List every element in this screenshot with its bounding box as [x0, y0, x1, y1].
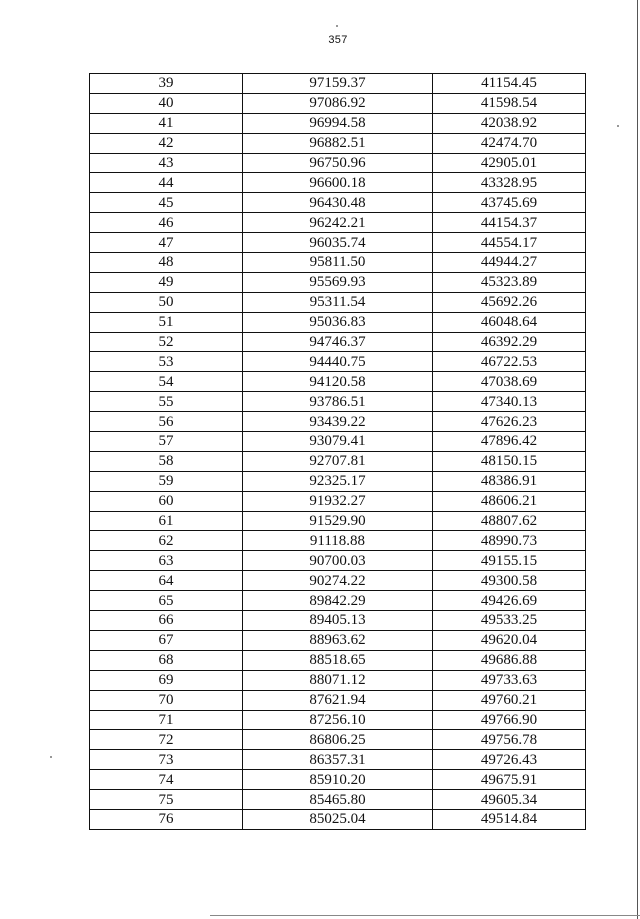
value-a-cell: 85910.20	[243, 770, 433, 790]
row-index-cell: 51	[90, 312, 243, 332]
table-row	[90, 133, 586, 153]
value-b-cell: 41598.54	[433, 93, 586, 113]
value-a-cell: 97086.92	[243, 93, 433, 113]
value-a-cell: 93079.41	[243, 432, 433, 452]
row-index-cell: 70	[90, 690, 243, 710]
table-row	[90, 432, 586, 452]
row-index-cell: 60	[90, 491, 243, 511]
table-row	[90, 630, 586, 650]
value-b-cell: 45323.89	[433, 272, 586, 292]
value-a-cell: 96882.51	[243, 133, 433, 153]
row-index-cell: 65	[90, 591, 243, 611]
value-b-cell: 48386.91	[433, 471, 586, 491]
value-a-cell: 86357.31	[243, 750, 433, 770]
value-a-cell: 86806.25	[243, 730, 433, 750]
row-index-cell: 58	[90, 451, 243, 471]
page-edge-right	[637, 0, 638, 919]
value-b-cell: 42905.01	[433, 153, 586, 173]
row-index-cell: 47	[90, 233, 243, 253]
value-b-cell: 49675.91	[433, 770, 586, 790]
table-row	[90, 650, 586, 670]
value-a-cell: 91529.90	[243, 511, 433, 531]
value-a-cell: 88518.65	[243, 650, 433, 670]
value-a-cell: 93439.22	[243, 412, 433, 432]
value-b-cell: 49760.21	[433, 690, 586, 710]
value-a-cell: 85025.04	[243, 809, 433, 829]
table-row	[90, 730, 586, 750]
table-row	[90, 392, 586, 412]
table-row	[90, 93, 586, 113]
row-index-cell: 43	[90, 153, 243, 173]
row-index-cell: 69	[90, 670, 243, 690]
table-row	[90, 809, 586, 829]
value-b-cell: 46392.29	[433, 332, 586, 352]
row-index-cell: 57	[90, 432, 243, 452]
page-edge-bottom	[210, 915, 640, 916]
value-b-cell: 44154.37	[433, 213, 586, 233]
value-a-cell: 96035.74	[243, 233, 433, 253]
table-row	[90, 491, 586, 511]
table-row	[90, 770, 586, 790]
value-a-cell: 92325.17	[243, 471, 433, 491]
table-row	[90, 352, 586, 372]
value-b-cell: 48606.21	[433, 491, 586, 511]
table-row	[90, 611, 586, 631]
row-index-cell: 49	[90, 272, 243, 292]
row-index-cell: 76	[90, 809, 243, 829]
value-b-cell: 44554.17	[433, 233, 586, 253]
value-b-cell: 43745.69	[433, 193, 586, 213]
value-b-cell: 47626.23	[433, 412, 586, 432]
row-index-cell: 55	[90, 392, 243, 412]
table-row	[90, 690, 586, 710]
row-index-cell: 71	[90, 710, 243, 730]
table-row	[90, 471, 586, 491]
row-index-cell: 41	[90, 113, 243, 133]
value-a-cell: 90274.22	[243, 571, 433, 591]
value-a-cell: 94746.37	[243, 332, 433, 352]
scan-speck	[50, 756, 52, 758]
row-index-cell: 52	[90, 332, 243, 352]
table-row	[90, 451, 586, 471]
value-b-cell: 49733.63	[433, 670, 586, 690]
row-index-cell: 67	[90, 630, 243, 650]
value-b-cell: 49605.34	[433, 790, 586, 810]
value-b-cell: 47340.13	[433, 392, 586, 412]
value-b-cell: 49766.90	[433, 710, 586, 730]
value-b-cell: 44944.27	[433, 253, 586, 273]
value-a-cell: 87621.94	[243, 690, 433, 710]
table-row	[90, 312, 586, 332]
value-a-cell: 88071.12	[243, 670, 433, 690]
value-a-cell: 88963.62	[243, 630, 433, 650]
table-row	[90, 272, 586, 292]
row-index-cell: 75	[90, 790, 243, 810]
table-row	[90, 412, 586, 432]
table-row	[90, 332, 586, 352]
value-b-cell: 45692.26	[433, 292, 586, 312]
row-index-cell: 73	[90, 750, 243, 770]
value-a-cell: 85465.80	[243, 790, 433, 810]
table-row	[90, 511, 586, 531]
value-a-cell: 96600.18	[243, 173, 433, 193]
table-row	[90, 531, 586, 551]
row-index-cell: 53	[90, 352, 243, 372]
table-row	[90, 292, 586, 312]
value-b-cell: 47896.42	[433, 432, 586, 452]
value-a-cell: 95811.50	[243, 253, 433, 273]
value-a-cell: 96750.96	[243, 153, 433, 173]
value-b-cell: 46722.53	[433, 352, 586, 372]
data-table	[89, 73, 586, 830]
row-index-cell: 40	[90, 93, 243, 113]
value-b-cell: 46048.64	[433, 312, 586, 332]
value-b-cell: 41154.45	[433, 74, 586, 94]
value-b-cell: 42038.92	[433, 113, 586, 133]
row-index-cell: 42	[90, 133, 243, 153]
row-index-cell: 63	[90, 551, 243, 571]
value-b-cell: 49620.04	[433, 630, 586, 650]
row-index-cell: 62	[90, 531, 243, 551]
scan-speck	[617, 125, 619, 127]
table-row	[90, 670, 586, 690]
value-a-cell: 91932.27	[243, 491, 433, 511]
value-b-cell: 49300.58	[433, 571, 586, 591]
table-row	[90, 193, 586, 213]
table-row	[90, 153, 586, 173]
row-index-cell: 48	[90, 253, 243, 273]
table-row	[90, 571, 586, 591]
value-b-cell: 43328.95	[433, 173, 586, 193]
value-a-cell: 90700.03	[243, 551, 433, 571]
value-a-cell: 96994.58	[243, 113, 433, 133]
value-a-cell: 89842.29	[243, 591, 433, 611]
value-a-cell: 91118.88	[243, 531, 433, 551]
table-row	[90, 113, 586, 133]
value-b-cell: 49686.88	[433, 650, 586, 670]
page-number: 357	[328, 34, 348, 46]
row-index-cell: 46	[90, 213, 243, 233]
table-row	[90, 213, 586, 233]
value-a-cell: 93786.51	[243, 392, 433, 412]
table-row	[90, 790, 586, 810]
row-index-cell: 64	[90, 571, 243, 591]
row-index-cell: 45	[90, 193, 243, 213]
row-index-cell: 39	[90, 74, 243, 94]
value-b-cell: 47038.69	[433, 372, 586, 392]
row-index-cell: 50	[90, 292, 243, 312]
value-a-cell: 96242.21	[243, 213, 433, 233]
table-row	[90, 591, 586, 611]
value-a-cell: 96430.48	[243, 193, 433, 213]
value-b-cell: 49756.78	[433, 730, 586, 750]
row-index-cell: 59	[90, 471, 243, 491]
table-row	[90, 74, 586, 94]
value-a-cell: 97159.37	[243, 74, 433, 94]
table-row	[90, 233, 586, 253]
value-b-cell: 49726.43	[433, 750, 586, 770]
row-index-cell: 54	[90, 372, 243, 392]
value-b-cell: 49533.25	[433, 611, 586, 631]
table-body	[90, 74, 586, 830]
table-row	[90, 750, 586, 770]
row-index-cell: 74	[90, 770, 243, 790]
value-a-cell: 95569.93	[243, 272, 433, 292]
scan-speck	[336, 25, 338, 27]
value-b-cell: 48990.73	[433, 531, 586, 551]
table-row	[90, 372, 586, 392]
value-b-cell: 48150.15	[433, 451, 586, 471]
value-a-cell: 95036.83	[243, 312, 433, 332]
row-index-cell: 56	[90, 412, 243, 432]
value-a-cell: 89405.13	[243, 611, 433, 631]
row-index-cell: 68	[90, 650, 243, 670]
table-row	[90, 551, 586, 571]
value-a-cell: 94120.58	[243, 372, 433, 392]
value-b-cell: 42474.70	[433, 133, 586, 153]
row-index-cell: 44	[90, 173, 243, 193]
table-row	[90, 173, 586, 193]
table-row	[90, 253, 586, 273]
table-row	[90, 710, 586, 730]
value-a-cell: 95311.54	[243, 292, 433, 312]
row-index-cell: 61	[90, 511, 243, 531]
value-b-cell: 49426.69	[433, 591, 586, 611]
row-index-cell: 72	[90, 730, 243, 750]
value-a-cell: 92707.81	[243, 451, 433, 471]
value-b-cell: 48807.62	[433, 511, 586, 531]
value-a-cell: 94440.75	[243, 352, 433, 372]
value-b-cell: 49514.84	[433, 809, 586, 829]
value-b-cell: 49155.15	[433, 551, 586, 571]
row-index-cell: 66	[90, 611, 243, 631]
value-a-cell: 87256.10	[243, 710, 433, 730]
